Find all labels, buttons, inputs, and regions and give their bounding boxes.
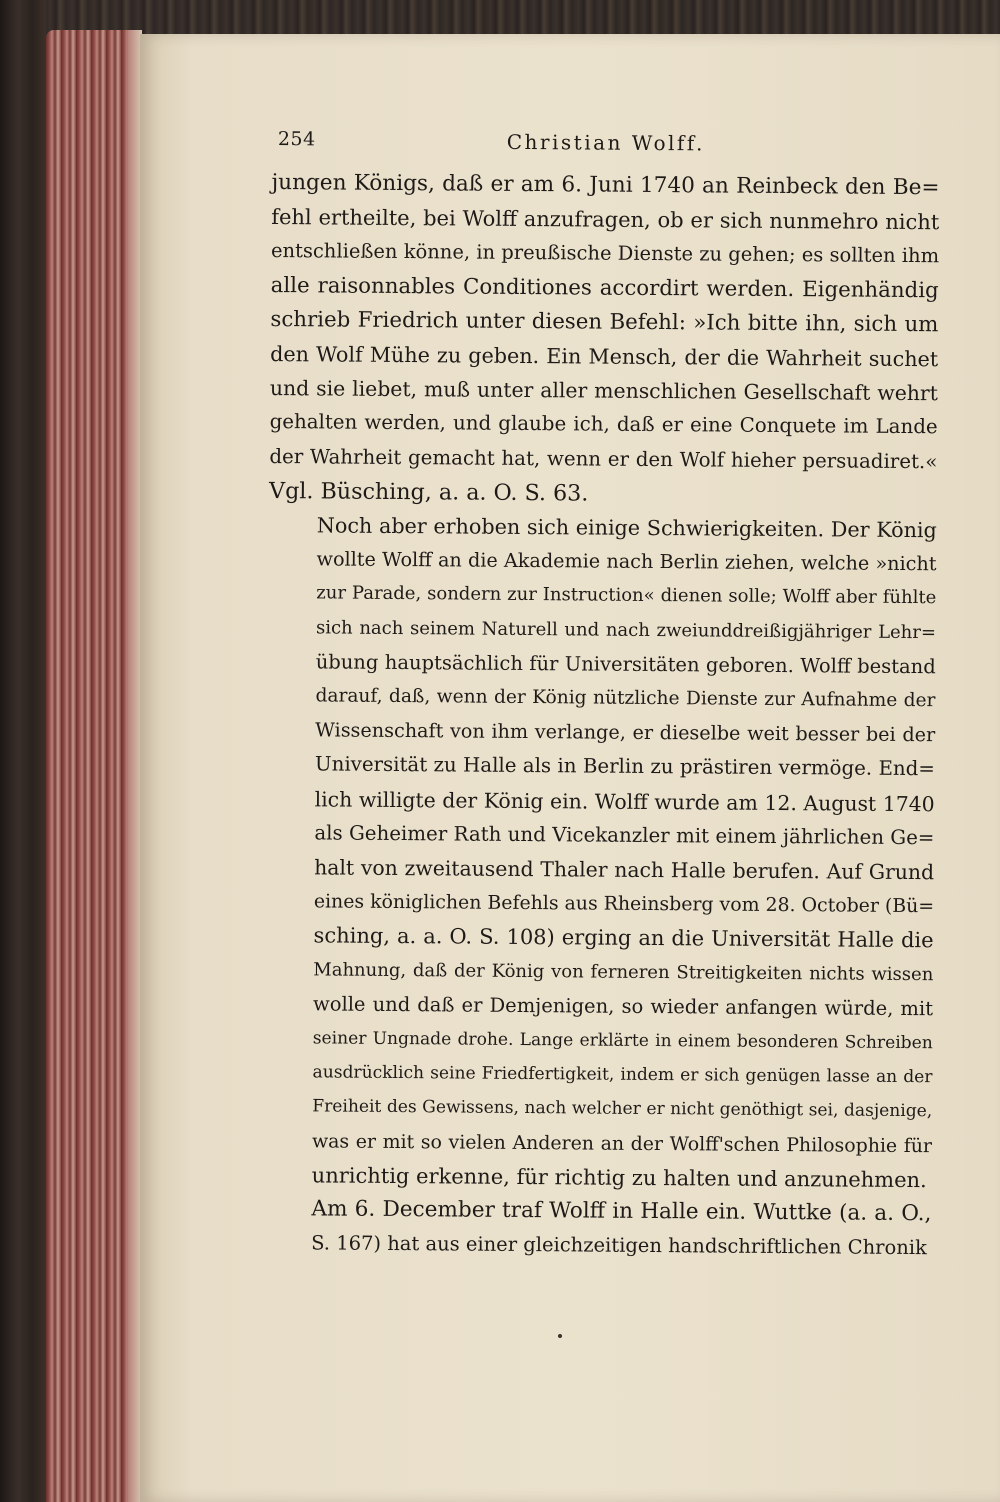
text-line: Noch aber erhoben sich einige Schwierigkeiten. Der König [316,513,937,543]
text-line: sich nach seinem Naturell und nach zweiunddreißigjähriger Lehr= [315,617,937,643]
body-text [263,166,940,1266]
running-title: Christian Wolff. [506,129,705,156]
text-line: Mahnung, daß der König von ferneren Streitigkeiten nichts wissen [313,959,934,985]
text-line: übung hauptsächlich für Universitäten geboren. Wolff bestand [315,650,936,679]
text-line: darauf, daß, wenn der König nützliche Dienste zur Aufnahme der [315,685,936,712]
text-line: alle raisonnables Conditiones accordirt werden. Eigenhändig [270,272,939,303]
text-line: eines königlichen Befehls aus Rheinsberg vom 28. October (Bü= [313,890,935,918]
text-line: was er mit so vielen Anderen an der Wolff'schen Philosophie für [311,1130,933,1157]
text-line: als Geheimer Rath und Vicekanzler mit einem jährlichen Ge= [314,821,935,850]
paragraph [264,508,937,1197]
text-line: der Wahrheit gemacht hat, wenn er den Wolf hieher persuadiret.« [269,444,938,473]
text-line: wolle und daß er Demjenigen, so wieder anfangen würde, mit [312,992,934,1021]
paragraph [269,166,940,513]
text-line: den Wolf Mühe zu geben. Ein Mensch, der die Wahrheit suchet [270,342,939,372]
text-line: seiner Ungnade drohe. Lange erklärte in einem besonderen Schreiben [312,1028,933,1054]
text-line: entschließen könne, in preußische Dienste zu gehen; es sollten ihm [270,239,940,268]
text-line: wollte Wolff an die Akademie nach Berlin ziehen, welche »nicht [316,547,937,576]
text-line: zur Parade, sondern zur Instruction« dienen solle; Wolff aber fühlte [316,582,937,609]
text-line: halt von zweitausend Thaler nach Halle berufen. Auf Grund [314,855,935,885]
page-paper [140,34,1000,1502]
text-line: S. 167) hat aus einer gleichzeitigen handschriftlichen Chronik [311,1231,927,1260]
text-line: gehalten werden, und glaube ich, daß er eine Conquete im Lande [269,410,938,439]
page-content [263,122,940,1266]
text-line: ausdrücklich seine Friedfertigkeit, indem er sich genügen lasse an der [312,1062,933,1088]
text-line: fehl ertheilte, bei Wolff anzufragen, ob er sich nunmehro nicht [271,205,940,235]
text-line: Am 6. December traf Wolff in Halle ein. Wuttke (a. a. O., [311,1196,932,1227]
text-line: und sie liebet, muß unter aller menschlichen Gesellschaft wehrt [269,376,938,406]
text-line: Wissenschaft von ihm verlange, er dieselbe weit besser bei der [315,718,936,747]
page-number: 254 [277,128,316,151]
text-line: schrieb Friedrich unter diesen Befehl: »Ich bitte ihn, sich um [270,306,939,338]
paragraph [263,1192,932,1266]
text-line: unrichtig erkenne, für richtig zu halten und anzunehmen. [311,1163,927,1193]
text-line: jungen Königs, daß er am 6. Juni 1740 an Reinbeck den Be= [271,169,940,201]
text-line: sching, a. a. O. S. 108) erging an die Universität Halle die [313,923,934,953]
text-line: Vgl. Büsching, a. a. O. S. 63. [269,477,589,507]
text-line: Freiheit des Gewissens, nach welcher er nicht genöthigt sei, dasjenige, [312,1096,933,1122]
stacked-page-edges [46,30,142,1502]
running-head [272,122,940,171]
text-line: Universität zu Halle als in Berlin zu prästiren vermöge. End= [314,752,936,781]
book-cover-edge [0,0,46,1502]
text-line: lich willigte der König ein. Wolff wurde am 12. August 1740 [314,787,935,816]
ink-speck [558,1334,562,1338]
